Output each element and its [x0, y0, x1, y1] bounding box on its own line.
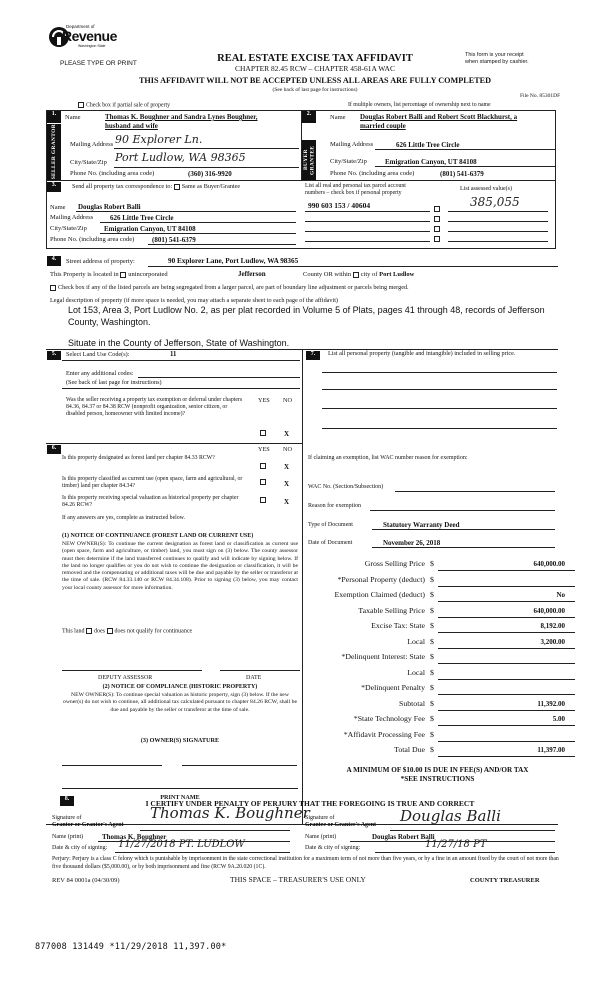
amount-label: Gross Selling Price	[364, 559, 425, 568]
correspondence-city: Emigration Canyon, UT 84108	[104, 225, 196, 233]
exemption-no-answer: X	[284, 430, 290, 438]
seller-mailing: 90 Explorer Ln.	[115, 133, 203, 146]
dollar-sign: $	[430, 683, 434, 692]
amount-value: 640,000.00	[533, 606, 565, 615]
dollar-sign: $	[430, 621, 434, 630]
forest-question: Is this property designated as forest land per chapter 84.33 RCW?	[62, 455, 215, 461]
county-treasurer: COUNTY TREASURER	[470, 877, 540, 884]
dollar-sign: $	[430, 667, 434, 677]
amount-label: *Delinquent Penalty	[361, 683, 425, 692]
cashier-stamp: 877008 131449 *11/29/2018 11,397.00*	[35, 942, 227, 952]
amount-label: Subtotal	[399, 698, 425, 708]
buyer-name: Douglas Robert Balli and Robert Scott Blackhurst, a	[360, 113, 518, 121]
section-7-badge: 7.	[306, 351, 320, 360]
amount-row	[305, 622, 575, 636]
grantee-date-city: 11/27/18 PT	[425, 839, 487, 850]
section-1-badge: 1.	[47, 111, 61, 123]
seller-name-2: husband and wife	[105, 122, 158, 130]
minimum-note: A MINIMUM OF $10.00 IS DUE IN FEE(S) AND/OR TAX *SEE INSTRUCTIONS	[346, 766, 529, 784]
document-type: Statutory Warranty Deed	[383, 521, 460, 529]
property-location: This Property is located in unincorporated	[50, 271, 168, 278]
property-county: Jefferson	[238, 270, 266, 278]
amount-label: Taxable Selling Price	[358, 605, 425, 615]
dollar-sign: $	[430, 590, 434, 599]
amount-row	[305, 669, 575, 683]
buyer-city: Emigration Canyon, UT 84108	[385, 158, 477, 166]
amount-row	[305, 576, 575, 590]
grantor-print-name: Thomas K. Boughner	[102, 833, 167, 841]
seller-sidebar: SELLER GRANTOR	[47, 124, 61, 180]
dor-logo: Department of Revenue Washington State	[48, 24, 108, 56]
dollar-sign: $	[430, 745, 434, 754]
exemption-yes-box[interactable]	[260, 430, 266, 436]
notice-compliance-text: NEW OWNER(S): To continue special valuation as historic property, sign (3) below. If the new owner(s) do not wish to continue, all additional tax calculated pursuant to chapter 84.26 RCW, shall be due and payable by the seller or transferor at the time of sale.	[62, 692, 298, 713]
grantor-date-city: 11/27/2018 PT. LUDLOW	[118, 839, 245, 850]
dollar-sign: $	[430, 559, 434, 568]
amount-label: *Delinquent Interest: State	[341, 652, 425, 661]
this-land: This land does does not qualify for continuance	[62, 628, 193, 635]
section-6-badge: 6.	[47, 445, 61, 454]
document-date: November 26, 2018	[383, 539, 441, 547]
seller-name: Thomas K. Boughner and Sandra Lynes Boughner,	[105, 113, 258, 121]
section-3-badge: 3.	[47, 182, 61, 192]
notice-continuance-text: NEW OWNER(S): To continue the current designation as forest land or classification as current use (open space, farm and agriculture, or timber) land, you must sign on (3) below. The county assessor must then determine if the land transferred continues to qualify and will indicate by signing below. If the land no longer qualifies or you do not wish to continue the designation or classification, it will be removed and the compensating or additional taxes will be due and payable by the seller or transferor at the time of sale. (RCW 84.33.140 or RCW 84.34.108). Prior to signing (3) below, you may contact your local county assessor for more information.	[62, 541, 298, 591]
legal-description: Lot 153, Area 3, Port Ludlow No. 2, as per plat recorded in Volume 5 of Plats, pages 41 through 48, records of Jefferson County, Washington.	[68, 305, 545, 327]
form-warning: THIS AFFIDAVIT WILL NOT BE ACCEPTED UNLESS ALL AREAS ARE FULLY COMPLETED	[138, 76, 492, 85]
amount-row	[305, 731, 575, 745]
amount-value: 3,200.00	[540, 637, 565, 646]
amount-row	[305, 638, 575, 652]
amount-row	[305, 684, 575, 698]
amount-label: Excise Tax: State	[371, 621, 425, 630]
form-revision: REV 84 0001a (04/30/09)	[52, 877, 120, 884]
amount-value: 5.00	[552, 715, 565, 723]
dollar-sign: $	[430, 605, 434, 615]
form-title: REAL ESTATE EXCISE TAX AFFIDAVIT	[217, 53, 413, 64]
buyer-phone: (801) 541-6379	[440, 170, 484, 178]
notice-continuance-title: (1) NOTICE OF CONTINUANCE (FOREST LAND OR CURRENT USE)	[62, 533, 254, 539]
owner-signature-label: (3) OWNER(S) SIGNATURE	[140, 737, 220, 744]
buyer-sidebar: BUYER GRANTEE	[302, 140, 316, 180]
amount-row	[305, 591, 575, 605]
correspondence-heading: Send all property tax correspondence to: Same as Buyer/Grantee	[72, 183, 241, 190]
correspondence-mailing: 626 Little Tree Circle	[110, 214, 174, 222]
amount-value: 11,397.00	[537, 746, 565, 754]
treasurer-space: THIS SPACE – TREASURER'S USE ONLY	[230, 875, 366, 884]
grantee-print-name: Douglas Robert Balli	[372, 833, 435, 841]
amount-label: Local	[407, 667, 425, 677]
amount-value: No	[556, 591, 565, 599]
correspondence-name: Douglas Robert Balli	[78, 203, 141, 211]
current-use-question: Is this property classified as current use (open space, farm and agricultural, or timber) land per chapter 84.34?	[62, 476, 243, 490]
amount-value: 8,192.00	[540, 622, 565, 630]
dollar-sign: $	[430, 636, 434, 646]
print-note: PLEASE TYPE OR PRINT	[60, 60, 137, 67]
file-number: File No. 85301DF	[520, 93, 561, 99]
amount-row	[305, 700, 575, 714]
amount-row	[305, 653, 575, 667]
segregated-checkbox[interactable]: Check box if any of the listed parcels are being segregated from a larger parcel, are part of boundary line adjustment or parcels being merged.	[50, 284, 409, 291]
legal-description-2: Situate in the County of Jefferson, State of Washington.	[68, 338, 290, 348]
amount-row	[305, 715, 575, 729]
dollar-sign: $	[430, 729, 434, 739]
amount-label: *Personal Property (deduct)	[337, 574, 425, 584]
dollar-sign: $	[430, 714, 434, 723]
section-5-badge: 5.	[47, 351, 61, 360]
amount-label: Local	[407, 636, 425, 646]
partial-sale[interactable]: Check box if partial sale of property	[78, 102, 170, 109]
personal-property-label: List all personal property (tangible and intangible) included in selling price.	[328, 350, 516, 357]
amount-label: *State Technology Fee	[353, 714, 425, 723]
section-4-badge: 4.	[47, 256, 61, 266]
grantee-signature: Douglas Balli	[400, 807, 501, 825]
dollar-sign: $	[430, 574, 434, 584]
amount-row	[305, 560, 575, 574]
amount-row	[305, 607, 575, 621]
property-street: 90 Explorer Lane, Port Ludlow, WA 98365	[168, 257, 299, 265]
receipt-note: This form is your receipt when stamped by cashier.	[465, 52, 529, 65]
buyer-name-2: married couple	[360, 122, 406, 130]
perjury-notice: Perjury: Perjury is a class C felony which is punishable by imprisonment in the state correctional institution for a maximum term of not more than five years, or by a fine in an amount fixed by the court of not more than five thousand dollars ($5,000.00), or by both imprisonment and fine (RCW 9A.20.020 (1C).	[52, 856, 559, 870]
amount-label: Total Due	[394, 745, 425, 754]
print-name-label: PRINT NAME	[160, 794, 200, 801]
amount-value: 11,392.00	[537, 699, 565, 708]
historic-question: Is this property receiving special valuation as historical property per chapter 84.26 RCW?	[62, 495, 239, 509]
grantor-signature: Thomas K. Boughner	[150, 804, 310, 822]
notice-compliance-title: (2) NOTICE OF COMPLIANCE (HISTORIC PROPERTY)	[102, 684, 258, 690]
parcels-heading: List all real and personal tax parcel account numbers – check box if personal property	[305, 183, 406, 197]
amount-row	[305, 746, 575, 760]
section-2-badge: 2.	[302, 111, 316, 123]
dollar-sign: $	[430, 698, 434, 708]
buyer-mailing: 626 Little Tree Circle	[396, 141, 460, 149]
land-use-code: 11	[170, 351, 177, 358]
form-subtitle: CHAPTER 82.45 RCW – CHAPTER 458-61A WAC	[235, 64, 395, 73]
seller-phone: (360) 316-9920	[188, 170, 232, 178]
amount-label: Exemption Claimed (deduct)	[334, 590, 425, 599]
multiple-owners-note: If multiple owners, list percentage of ownership next to name	[348, 102, 491, 108]
dollar-sign: $	[430, 652, 434, 661]
correspondence-phone: (801) 541-6379	[152, 236, 196, 244]
amount-label: *Affidavit Processing Fee	[343, 729, 425, 739]
amount-value: 640,000.00	[533, 560, 565, 568]
exemption-question: Was the seller receiving a property tax exemption or deferral under chapters 84.36, 84.37 or 84.38 RCW (nonprofit organization, senior citizen, or disabled person, homeowner with limited income)?	[66, 397, 243, 418]
instructions-note: (See back of last page for instructions)	[272, 87, 358, 93]
seller-city: Port Ludlow, WA 98365	[115, 151, 246, 164]
assessed-value: 385,055	[470, 195, 520, 209]
parcel-number: 990 603 153 / 40604	[308, 201, 371, 210]
certification-statement: I CERTIFY UNDER PENALTY OF PERJURY THAT THE FOREGOING IS TRUE AND CORRECT	[145, 799, 475, 808]
